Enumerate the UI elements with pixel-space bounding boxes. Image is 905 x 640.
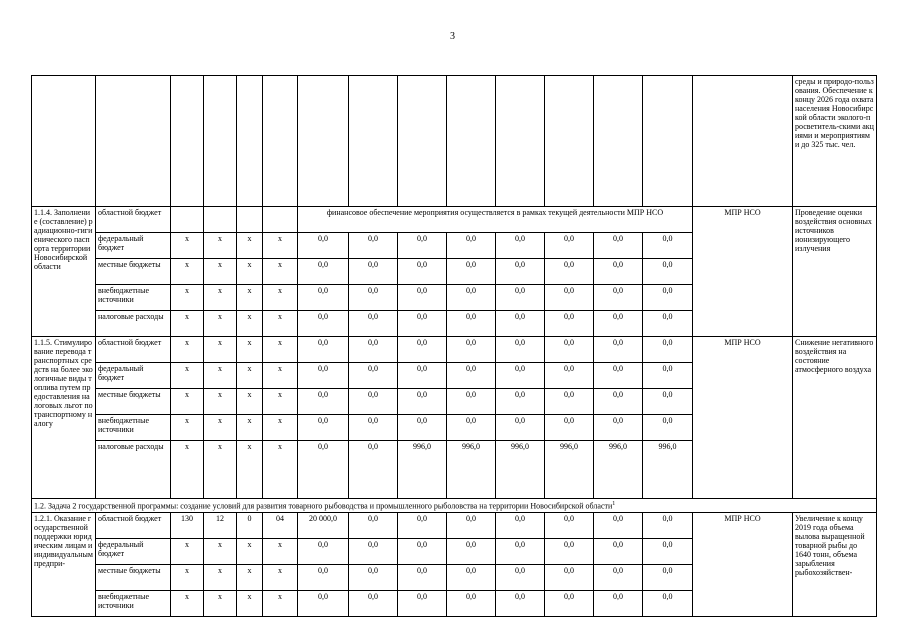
amount-cell: 0,0 <box>545 363 594 389</box>
amount-cell: 0,0 <box>496 590 545 616</box>
empty-cell <box>298 76 349 207</box>
amount-cell: 0,0 <box>398 259 447 285</box>
amount-cell: 0,0 <box>594 233 643 259</box>
empty-cell <box>32 76 96 207</box>
funding-source-cell: внебюджетные источники <box>96 415 171 441</box>
code-cell <box>171 207 204 233</box>
amount-cell: 0,0 <box>594 512 643 538</box>
amount-cell: 0,0 <box>398 285 447 311</box>
code-cell: x <box>204 441 237 499</box>
amount-cell: 0,0 <box>398 590 447 616</box>
code-cell: x <box>171 415 204 441</box>
code-cell: x <box>171 538 204 564</box>
amount-cell: 0,0 <box>298 337 349 363</box>
measure-name-cell: 1.1.4. Заполнение (составление) радиационно-гигиенического паспорта территории Новосибирской области <box>32 207 96 337</box>
code-cell: x <box>171 233 204 259</box>
amount-cell: 996,0 <box>496 441 545 499</box>
code-cell: x <box>263 415 298 441</box>
amount-cell: 0,0 <box>349 311 398 337</box>
amount-cell: 0,0 <box>298 441 349 499</box>
code-cell: x <box>204 590 237 616</box>
code-cell: x <box>171 564 204 590</box>
amount-cell: 0,0 <box>643 285 693 311</box>
amount-cell: 0,0 <box>496 311 545 337</box>
code-cell <box>237 207 263 233</box>
amount-cell: 0,0 <box>349 285 398 311</box>
amount-cell: 0,0 <box>349 538 398 564</box>
code-cell <box>263 207 298 233</box>
code-cell: x <box>263 538 298 564</box>
page-number: 3 <box>450 31 455 42</box>
amount-cell: 0,0 <box>643 538 693 564</box>
amount-cell: 0,0 <box>496 538 545 564</box>
amount-cell: 0,0 <box>447 415 496 441</box>
amount-cell: 0,0 <box>545 415 594 441</box>
amount-cell: 0,0 <box>545 259 594 285</box>
amount-cell: 0,0 <box>594 538 643 564</box>
amount-cell: 0,0 <box>398 337 447 363</box>
code-cell: x <box>237 233 263 259</box>
amount-cell: 0,0 <box>496 259 545 285</box>
code-cell: x <box>171 337 204 363</box>
table-row <box>32 499 877 513</box>
amount-cell: 0,0 <box>398 233 447 259</box>
code-cell: x <box>204 259 237 285</box>
amount-cell: 0,0 <box>298 590 349 616</box>
amount-cell: 0,0 <box>545 564 594 590</box>
empty-cell <box>171 76 204 207</box>
amount-cell: 0,0 <box>496 233 545 259</box>
amount-cell: 0,0 <box>545 285 594 311</box>
code-cell: x <box>263 233 298 259</box>
amount-cell: 0,0 <box>643 363 693 389</box>
executor-cell: МПР НСО <box>693 512 793 616</box>
amount-cell: 0,0 <box>545 337 594 363</box>
amount-cell: 0,0 <box>643 389 693 415</box>
amount-cell: 0,0 <box>447 590 496 616</box>
outcome-cell: среды и природо-пользования. Обеспечение к концу 2026 года охвата населения Новосибирской области эколого-просветитель-скими акциями и мероприятиями до 325 тыс. чел. <box>793 76 877 207</box>
amount-cell: 0,0 <box>643 512 693 538</box>
amount-cell: 0,0 <box>398 363 447 389</box>
empty-cell <box>693 76 793 207</box>
amount-cell: 0,0 <box>349 233 398 259</box>
empty-cell <box>545 76 594 207</box>
amount-cell: 0,0 <box>643 233 693 259</box>
amount-cell: 0,0 <box>349 590 398 616</box>
code-cell: x <box>204 285 237 311</box>
amount-cell: 996,0 <box>545 441 594 499</box>
executor-cell: МПР НСО <box>693 337 793 499</box>
amount-cell: 0,0 <box>349 389 398 415</box>
table-row <box>32 76 877 207</box>
code-cell: x <box>204 337 237 363</box>
funding-source-cell: внебюджетные источники <box>96 285 171 311</box>
code-cell: x <box>237 311 263 337</box>
code-cell: x <box>204 363 237 389</box>
amount-cell: 0,0 <box>349 415 398 441</box>
amount-cell: 0,0 <box>496 363 545 389</box>
empty-cell <box>643 76 693 207</box>
amount-cell: 0,0 <box>349 564 398 590</box>
table-row <box>32 512 877 538</box>
amount-cell: 996,0 <box>447 441 496 499</box>
amount-cell: 0,0 <box>545 512 594 538</box>
amount-cell: 0,0 <box>447 337 496 363</box>
code-cell: x <box>204 233 237 259</box>
amount-cell: 0,0 <box>349 337 398 363</box>
code-cell: x <box>263 285 298 311</box>
amount-cell: 0,0 <box>496 285 545 311</box>
amount-cell: 0,0 <box>594 311 643 337</box>
funding-source-cell: внебюджетные источники <box>96 590 171 616</box>
outcome-cell: Проведение оценки воздействия основных источников ионизирующего излучения <box>793 207 877 337</box>
amount-cell: 0,0 <box>447 285 496 311</box>
amount-cell: 0,0 <box>447 538 496 564</box>
code-cell: x <box>237 259 263 285</box>
outcome-cell: Увеличение к концу 2019 года объема вылова выращенной товарной рыбы до 1640 тонн, объема зарыбления рыбохозяйствен- <box>793 512 877 616</box>
amount-cell: 0,0 <box>545 233 594 259</box>
outcome-cell: Снижение негативного воздействия на состояние атмосферного воздуха <box>793 337 877 499</box>
amount-cell: 0,0 <box>545 389 594 415</box>
amount-cell: 996,0 <box>643 441 693 499</box>
code-cell: x <box>237 564 263 590</box>
amount-cell: 0,0 <box>545 311 594 337</box>
code-cell: x <box>237 590 263 616</box>
code-cell: x <box>171 259 204 285</box>
code-cell: x <box>263 441 298 499</box>
table-row <box>32 337 877 363</box>
amount-cell: 0,0 <box>298 233 349 259</box>
code-cell: x <box>237 363 263 389</box>
amount-cell: 0,0 <box>594 259 643 285</box>
code-cell: x <box>171 363 204 389</box>
amount-cell: 0,0 <box>496 512 545 538</box>
amount-cell: 0,0 <box>496 389 545 415</box>
measure-name-cell: 1.2.1. Оказание государственной поддержки юридическим лицам и индивидуальным предпри- <box>32 512 96 616</box>
funding-source-cell: областной бюджет <box>96 337 171 363</box>
code-cell: x <box>237 538 263 564</box>
code-cell: x <box>237 415 263 441</box>
amount-cell: 0,0 <box>496 415 545 441</box>
funding-source-cell: налоговые расходы <box>96 311 171 337</box>
amount-cell: 0,0 <box>398 311 447 337</box>
amount-cell: 0,0 <box>447 311 496 337</box>
code-cell: x <box>204 538 237 564</box>
amount-cell: 0,0 <box>447 512 496 538</box>
amount-cell: 0,0 <box>349 259 398 285</box>
executor-cell: МПР НСО <box>693 207 793 337</box>
amount-cell: 0,0 <box>298 311 349 337</box>
funding-source-cell: местные бюджеты <box>96 389 171 415</box>
task-heading-cell <box>32 499 877 513</box>
funding-source-cell: областной бюджет <box>96 512 171 538</box>
code-cell: x <box>237 441 263 499</box>
code-cell: x <box>171 590 204 616</box>
code-cell: x <box>171 389 204 415</box>
funding-source-cell: налоговые расходы <box>96 441 171 499</box>
code-cell <box>204 207 237 233</box>
funding-source-cell: местные бюджеты <box>96 259 171 285</box>
measure-name-cell: 1.1.5. Стимулирование перевода транспортных средств на более экологичные виды топлива путем предоставления налоговых льгот по транспортному налогу <box>32 337 96 499</box>
amount-cell: 0,0 <box>594 285 643 311</box>
program-table <box>31 75 877 617</box>
funding-source-cell: федеральный бюджет <box>96 233 171 259</box>
amount-cell: 996,0 <box>398 441 447 499</box>
amount-cell: 0,0 <box>496 564 545 590</box>
code-cell: x <box>204 311 237 337</box>
empty-cell <box>594 76 643 207</box>
amount-cell: 0,0 <box>447 389 496 415</box>
task-heading-text: 1.2. Задача 2 государственной программы: создание условий для развития товарного рыбоводства и промышленного рыболовства на территории Новосибирской области <box>34 501 613 511</box>
empty-cell <box>96 76 171 207</box>
amount-cell: 0,0 <box>447 259 496 285</box>
amount-cell: 0,0 <box>298 389 349 415</box>
code-cell: x <box>263 590 298 616</box>
code-cell: x <box>263 363 298 389</box>
amount-cell: 0,0 <box>545 538 594 564</box>
amount-cell: 0,0 <box>643 259 693 285</box>
amount-cell: 20 000,0 <box>298 512 349 538</box>
amount-cell: 0,0 <box>643 415 693 441</box>
amount-cell: 0,0 <box>398 415 447 441</box>
amount-cell: 0,0 <box>398 538 447 564</box>
code-cell: 0 <box>237 512 263 538</box>
code-cell: 04 <box>263 512 298 538</box>
amount-cell: 0,0 <box>298 564 349 590</box>
amount-cell: 0,0 <box>447 233 496 259</box>
code-cell: x <box>171 311 204 337</box>
code-cell: x <box>204 415 237 441</box>
empty-cell <box>349 76 398 207</box>
empty-cell <box>398 76 447 207</box>
amount-cell: 0,0 <box>298 363 349 389</box>
amount-cell: 0,0 <box>496 337 545 363</box>
amount-cell: 0,0 <box>643 590 693 616</box>
empty-cell <box>237 76 263 207</box>
empty-cell <box>496 76 545 207</box>
amount-cell: 0,0 <box>298 538 349 564</box>
code-cell: 12 <box>204 512 237 538</box>
amount-cell: 0,0 <box>447 363 496 389</box>
funding-source-cell: федеральный бюджет <box>96 363 171 389</box>
code-cell: x <box>237 389 263 415</box>
code-cell: x <box>237 337 263 363</box>
funding-source-cell: федеральный бюджет <box>96 538 171 564</box>
amount-cell: 0,0 <box>398 512 447 538</box>
code-cell: x <box>263 389 298 415</box>
amount-cell: 0,0 <box>298 259 349 285</box>
amount-cell: 0,0 <box>643 311 693 337</box>
code-cell: x <box>263 337 298 363</box>
amount-cell: 0,0 <box>594 337 643 363</box>
amount-cell: 0,0 <box>398 389 447 415</box>
code-cell: 130 <box>171 512 204 538</box>
amount-cell: 0,0 <box>594 590 643 616</box>
amount-cell: 0,0 <box>594 363 643 389</box>
code-cell: x <box>171 441 204 499</box>
amount-cell: 0,0 <box>298 285 349 311</box>
amount-cell: 0,0 <box>349 441 398 499</box>
empty-cell <box>263 76 298 207</box>
amount-cell: 0,0 <box>398 564 447 590</box>
amount-cell: 0,0 <box>594 415 643 441</box>
amount-cell: 0,0 <box>349 363 398 389</box>
footnote-mark: 1 <box>612 501 616 507</box>
amount-cell: 0,0 <box>643 564 693 590</box>
code-cell: x <box>204 389 237 415</box>
code-cell: x <box>263 564 298 590</box>
code-cell: x <box>237 285 263 311</box>
empty-cell <box>204 76 237 207</box>
amount-cell: 0,0 <box>594 564 643 590</box>
code-cell: x <box>263 311 298 337</box>
amount-cell: 996,0 <box>594 441 643 499</box>
code-cell: x <box>263 259 298 285</box>
amount-cell: 0,0 <box>545 590 594 616</box>
empty-cell <box>447 76 496 207</box>
funding-note-cell: финансовое обеспечение мероприятия осуществляется в рамках текущей деятельности МПР НСО <box>298 207 693 233</box>
code-cell: x <box>204 564 237 590</box>
table-row <box>32 207 877 233</box>
amount-cell: 0,0 <box>298 415 349 441</box>
amount-cell: 0,0 <box>594 389 643 415</box>
funding-source-cell: областной бюджет <box>96 207 171 233</box>
funding-source-cell: местные бюджеты <box>96 564 171 590</box>
amount-cell: 0,0 <box>447 564 496 590</box>
amount-cell: 0,0 <box>349 512 398 538</box>
code-cell: x <box>171 285 204 311</box>
amount-cell: 0,0 <box>643 337 693 363</box>
